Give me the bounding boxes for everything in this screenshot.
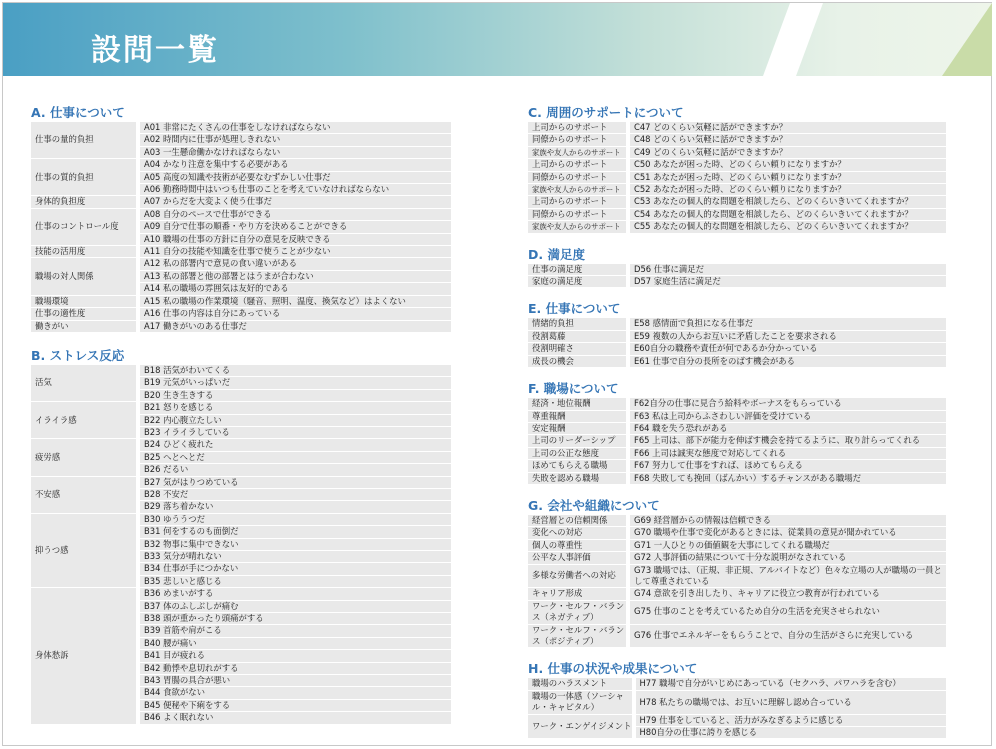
question-cell: C50 あなたが困った時、どのくらい頼りになりますか？ — [626, 159, 946, 171]
category-cell: 身体的負担度 — [31, 196, 136, 208]
question-cell: B44 食欲がない — [136, 687, 451, 699]
question-cell: G73 職場では、（正規、非正規、アルバイトなど）色々な立場の人が職場の一員として尊重されている — [626, 565, 946, 589]
question-table — [31, 122, 451, 333]
banner-decoration-stripe — [763, 3, 823, 76]
category-cell: キャリア形成 — [528, 588, 626, 600]
question-cell: A10 職場の仕事の方針に自分の意見を反映できる — [136, 234, 451, 246]
question-cell: G72 人事評価の結果について十分な説明がなされている — [626, 552, 946, 564]
category-cell: 家庭の満足度 — [528, 276, 626, 288]
table-row — [528, 411, 946, 423]
table-row — [31, 159, 451, 171]
table-row — [528, 527, 946, 539]
question-cell: B28 不安だ — [136, 489, 451, 501]
category-cell: 疲労感 — [31, 439, 136, 476]
question-cell: G76 仕事でエネルギーをもらうことで、自分の生活がさらに充実している — [626, 625, 946, 649]
question-cell: B37 体のふしぶしが痛む — [136, 601, 451, 613]
table-row — [31, 439, 451, 451]
question-cell: F65 上司は、部下が能力を伸ばす機会を持てるように、取り計らってくれる — [626, 435, 946, 447]
category-cell: 仕事の量的負担 — [31, 122, 136, 159]
table-row — [528, 221, 946, 233]
question-cell: B23 イライラしている — [136, 427, 451, 439]
question-cell: B42 動悸や息切れがする — [136, 663, 451, 675]
table-row — [528, 209, 946, 221]
header-banner — [3, 3, 992, 76]
table-row — [528, 172, 946, 184]
table-row — [31, 321, 451, 333]
table-row — [528, 318, 946, 330]
question-cell: E59 複数の人からお互いに矛盾したことを要求される — [626, 331, 946, 343]
table-row — [528, 264, 946, 276]
category-cell: 抑うつ感 — [31, 514, 136, 588]
question-cell: B21 怒りを感じる — [136, 402, 451, 414]
question-cell: B41 目が疲れる — [136, 650, 451, 662]
right-column — [528, 104, 946, 739]
table-row — [528, 122, 946, 134]
table-row — [528, 460, 946, 472]
category-cell: 尊重報酬 — [528, 411, 626, 423]
question-cell: H77 職場で自分がいじめにあっている（セクハラ、パワハラを含む） — [632, 678, 947, 690]
question-cell: B20 生き生きする — [136, 390, 451, 402]
question-cell: F64 職を失う恐れがある — [626, 423, 946, 435]
category-cell: 活気 — [31, 365, 136, 402]
category-cell: 職場のハラスメント — [528, 678, 632, 690]
table-row — [528, 678, 946, 690]
category-cell: 仕事のコントロール度 — [31, 209, 136, 246]
category-cell: 仕事の適性度 — [31, 308, 136, 320]
table-row — [528, 448, 946, 460]
table-row — [528, 473, 946, 485]
question-cell: B25 へとへとだ — [136, 452, 451, 464]
question-cell: A07 からだを大変よく使う仕事だ — [136, 196, 451, 208]
question-table — [528, 318, 946, 368]
category-cell: 上司のリーダーシップ — [528, 435, 626, 447]
question-cell: H78 私たちの職場では、お互いに理解し認め合っている — [632, 691, 947, 715]
category-cell: 成長の機会 — [528, 356, 626, 368]
category-cell: 働きがい — [31, 321, 136, 333]
table-row — [31, 588, 451, 600]
category-cell: 情緒的負担 — [528, 318, 626, 330]
question-cell: F67 努力して仕事をすれば、ほめてもらえる — [626, 460, 946, 472]
question-cell: F63 私は上司からふさわしい評価を受けている — [626, 411, 946, 423]
table-row — [528, 423, 946, 435]
question-cell: B35 悲しいと感じる — [136, 576, 451, 588]
question-cell: B32 物事に集中できない — [136, 539, 451, 551]
category-cell: 技能の活用度 — [31, 246, 136, 258]
table-row — [528, 435, 946, 447]
question-cell: A04 かなり注意を集中する必要がある — [136, 159, 451, 171]
table-row — [528, 691, 946, 715]
question-cell: B31 何をするのも面倒だ — [136, 526, 451, 538]
question-cell: C49 どのくらい気軽に話ができますか？ — [626, 147, 946, 159]
category-cell: 家族や友人からのサポート — [528, 147, 626, 159]
question-cell: A16 仕事の内容は自分にあっている — [136, 308, 451, 320]
table-row — [528, 343, 946, 355]
category-cell: ワーク・エンゲイジメント — [528, 715, 632, 740]
table-row — [528, 331, 946, 343]
question-cell: B24 ひどく疲れた — [136, 439, 451, 451]
table-row — [528, 184, 946, 196]
category-cell: 役割明確さ — [528, 343, 626, 355]
question-cell: A05 高度の知識や技術が必要なむずかしい仕事だ — [136, 172, 451, 184]
category-cell: ほめてもらえる職場 — [528, 460, 626, 472]
question-cell: B26 だるい — [136, 464, 451, 476]
question-cell: B39 首筋や肩がこる — [136, 625, 451, 637]
table-row — [31, 209, 451, 221]
category-cell: 身体愁訴 — [31, 588, 136, 724]
table-row — [528, 134, 946, 146]
category-cell: 経営層との信頼関係 — [528, 515, 626, 527]
table-row — [31, 296, 451, 308]
table-row — [528, 540, 946, 552]
question-cell: H80自分の仕事に誇りを感じる — [632, 727, 947, 739]
question-cell: F66 上司は誠実な態度で対応してくれる — [626, 448, 946, 460]
table-row — [528, 552, 946, 564]
section-title: G. 会社や組織について — [528, 497, 660, 513]
section-title: H. 仕事の状況や成果について — [528, 661, 698, 677]
question-table — [31, 365, 451, 725]
question-cell: D57 家庭生活に満足だ — [626, 276, 946, 288]
table-row — [31, 122, 451, 134]
category-cell: 家族や友人からのサポート — [528, 221, 626, 233]
table-row — [31, 365, 451, 377]
question-cell: E61 仕事で自分の長所をのばす機会がある — [626, 356, 946, 368]
category-cell: 変化への対応 — [528, 527, 626, 539]
section-title: C. 周囲のサポートについて — [528, 105, 684, 120]
table-row — [31, 308, 451, 320]
question-cell: A06 勤務時間中はいつも仕事のことを考えていなければならない — [136, 184, 451, 196]
table-row — [528, 356, 946, 368]
question-cell: F62自分の仕事に見合う給料やボーナスをもらっている — [626, 398, 946, 410]
category-cell: 仕事の満足度 — [528, 264, 626, 276]
question-cell: B34 仕事が手につかない — [136, 563, 451, 575]
question-cell: B27 気がはりつめている — [136, 477, 451, 489]
question-cell: C48 どのくらい気軽に話ができますか？ — [626, 134, 946, 146]
question-table — [528, 122, 946, 234]
section-title: A. 仕事について — [31, 105, 125, 120]
question-cell: A08 自分のペースで仕事ができる — [136, 209, 451, 221]
table-row — [528, 588, 946, 600]
question-table — [528, 398, 946, 485]
table-row — [31, 258, 451, 270]
category-cell: 役割葛藤 — [528, 331, 626, 343]
category-cell: 同僚からのサポート — [528, 209, 626, 221]
table-row — [528, 715, 946, 727]
category-cell: 職場の対人関係 — [31, 258, 136, 295]
question-cell: C54 あなたの個人的な問題を相談したら、どのくらいきいてくれますか？ — [626, 209, 946, 221]
question-cell: A12 私の部署内で意見の食い違いがある — [136, 258, 451, 270]
table-row — [31, 246, 451, 258]
question-cell: D56 仕事に満足だ — [626, 264, 946, 276]
category-cell: 不安感 — [31, 477, 136, 514]
question-cell: A13 私の部署と他の部署とはうまが合わない — [136, 271, 451, 283]
question-cell: A03 一生懸命働かなければならない — [136, 147, 451, 159]
question-cell: B30 ゆううつだ — [136, 514, 451, 526]
category-cell: 上司からのサポート — [528, 196, 626, 208]
question-cell: H79 仕事をしていると、活力がみなぎるように感じる — [632, 715, 947, 727]
question-cell: E58 感情面で負担になる仕事だ — [626, 318, 946, 330]
question-cell: A11 自分の技能や知識を仕事で使うことが少ない — [136, 246, 451, 258]
category-cell: 職場環境 — [31, 296, 136, 308]
category-cell: 安定報酬 — [528, 423, 626, 435]
category-cell: 上司からのサポート — [528, 122, 626, 134]
category-cell: 同僚からのサポート — [528, 134, 626, 146]
question-table — [528, 264, 946, 289]
question-cell: F68 失敗しても挽回（ばんかい）するチャンスがある職場だ — [626, 473, 946, 485]
question-cell: G70 職場や仕事で変化があるときには、従業員の意見が聞かれている — [626, 527, 946, 539]
table-row — [528, 601, 946, 625]
question-cell: G75 仕事のことを考えているため自分の生活を充実させられない — [626, 601, 946, 625]
question-cell: G71 一人ひとりの価値観を大事にしてくれる職場だ — [626, 540, 946, 552]
question-cell: G69 経営層からの情報は信頼できる — [626, 515, 946, 527]
table-row — [528, 196, 946, 208]
question-cell: C52 あなたが困った時、どのくらい頼りになりますか？ — [626, 184, 946, 196]
question-cell: B36 めまいがする — [136, 588, 451, 600]
question-cell: B22 内心腹立たしい — [136, 415, 451, 427]
table-row — [31, 514, 451, 526]
category-cell: 上司の公正な態度 — [528, 448, 626, 460]
question-cell: A01 非常にたくさんの仕事をしなければならない — [136, 122, 451, 134]
category-cell: 経済・地位報酬 — [528, 398, 626, 410]
question-cell: C47 どのくらい気軽に話ができますか？ — [626, 122, 946, 134]
table-row — [528, 147, 946, 159]
table-row — [31, 402, 451, 414]
category-cell: 上司からのサポート — [528, 159, 626, 171]
left-column — [31, 104, 451, 725]
question-cell: B38 頭が重かったり頭痛がする — [136, 613, 451, 625]
question-cell: A17 働きがいのある仕事だ — [136, 321, 451, 333]
page-title: 設問一覧 — [91, 33, 219, 68]
section-title: E. 仕事について — [528, 301, 621, 317]
category-cell: 個人の尊重性 — [528, 540, 626, 552]
table-row — [31, 477, 451, 489]
table-row — [31, 196, 451, 208]
question-cell: B43 胃腸の具合が悪い — [136, 675, 451, 687]
banner-decoration-triangle — [942, 3, 992, 76]
question-cell: B29 落ち着かない — [136, 501, 451, 513]
question-cell: A09 自分で仕事の順番・やり方を決めることができる — [136, 221, 451, 233]
table-row — [528, 398, 946, 410]
question-cell: C51 あなたが困った時、どのくらい頼りになりますか？ — [626, 172, 946, 184]
category-cell: 失敗を認める職場 — [528, 473, 626, 485]
category-cell: 同僚からのサポート — [528, 172, 626, 184]
category-cell: 公平な人事評価 — [528, 552, 626, 564]
section-title: D. 満足度 — [528, 246, 585, 262]
question-cell: A14 私の職場の雰囲気は友好的である — [136, 283, 451, 295]
category-cell: 多様な労働者への対応 — [528, 565, 626, 589]
question-cell: B18 活気がわいてくる — [136, 365, 451, 377]
category-cell: 職場の一体感（ソーシャル・キャピタル） — [528, 691, 632, 715]
question-cell: A02 時間内に仕事が処理しきれない — [136, 134, 451, 146]
question-cell: E60自分の職務や責任が何であるか分かっている — [626, 343, 946, 355]
question-table — [528, 515, 946, 648]
table-row — [528, 625, 946, 649]
question-cell: C53 あなたの個人的な問題を相談したら、どのくらいきいてくれますか？ — [626, 196, 946, 208]
question-cell: G74 意欲を引き出したり、キャリアに役立つ教育が行われている — [626, 588, 946, 600]
question-cell: B33 気分が晴れない — [136, 551, 451, 563]
category-cell: イライラ感 — [31, 402, 136, 439]
category-cell: ワーク・セルフ・バランス（ネガティブ） — [528, 601, 626, 625]
section-title: F. 職場について — [528, 381, 619, 397]
question-cell: B46 よく眠れない — [136, 712, 451, 724]
table-row — [528, 565, 946, 589]
question-cell: C55 あなたの個人的な問題を相談したら、どのくらいきいてくれますか？ — [626, 221, 946, 233]
table-row — [528, 515, 946, 527]
category-cell: 家族や友人からのサポート — [528, 184, 626, 196]
category-cell: ワーク・セルフ・バランス（ポジティブ） — [528, 625, 626, 649]
category-cell: 仕事の質的負担 — [31, 159, 136, 196]
table-row — [528, 159, 946, 171]
question-cell: B40 腰が痛い — [136, 638, 451, 650]
question-cell: B19 元気がいっぱいだ — [136, 377, 451, 389]
table-row — [528, 276, 946, 288]
question-cell: A15 私の職場の作業環境（騒音、照明、温度、換気など）はよくない — [136, 296, 451, 308]
question-table — [528, 678, 946, 739]
section-title: B. ストレス反応 — [31, 347, 125, 363]
question-cell: B45 便秘や下痢をする — [136, 700, 451, 712]
